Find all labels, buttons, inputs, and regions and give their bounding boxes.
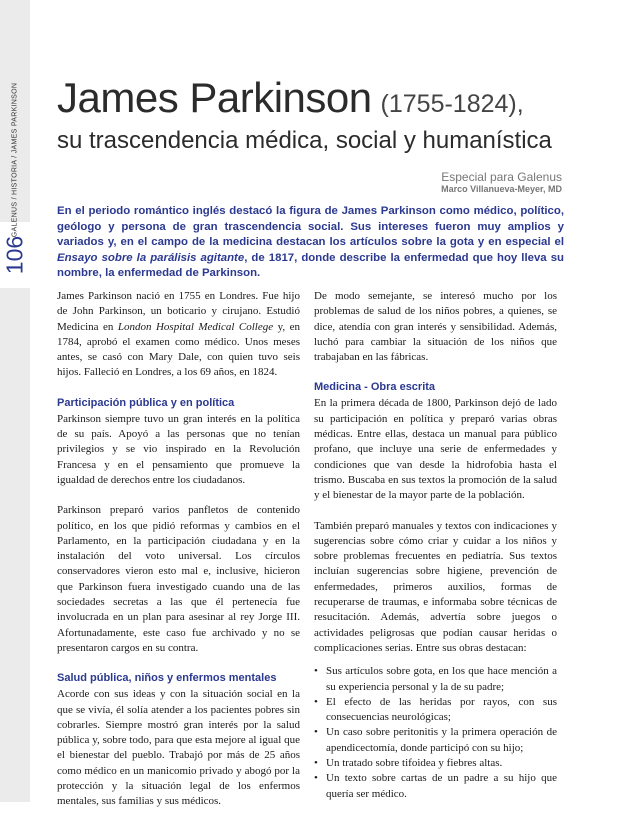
list-item: • El efecto de las heridas por rayos, con sus consecuencias neurológicas; [314,695,557,726]
lead-italic-title: Ensayo sobre la parálisis agitante [57,251,245,264]
college-name: London Hospital Medical College [117,320,274,333]
paragraph-pediatrics: También preparó manuales y textos con indicaciones y sugerencias sobre cómo criar y cuidar a los niños y sobre problemas frecuentes en pediatría. Sus textos incluían sugerencias sobre higiene, prevención de enfermedades, primeros auxilios, formas de recuperarse de traumas, e informaba sobre técnicas de resucitación. Además, advertía sobre juegos o actividades peligrosas que podían causar heridas o complicaciones serias. Entre sus obras destacan: [314,519,557,654]
title-name: James Parkinson [57,74,372,121]
works-list [314,664,557,802]
left-column [57,289,300,825]
lead-paragraph [57,204,564,282]
paragraph-politics-interest: Parkinson siempre tuvo un gran interés en la política de su país. Apoyó a las personas que no tenían privilegios y se vio inspirado en la Revolución Francesa y en el pensamiento que promueve la igualdad de derechos entre los ciudadanos. [57,412,300,486]
especial-credit: Especial para Galenus [441,170,562,184]
list-item: • Sus artículos sobre gota, en los que hace mención a su experiencia personal y la de su padre; [314,664,557,695]
paragraph-birth [57,289,300,381]
birth-text-2: y, en 1784, aprobó el examen como médico. Unos meses antes, se casó con Mary Dale, con quien tuvo seis hijos. Falleció en Londres, a los 69 años, en 1824. [57,320,300,379]
section-heading-public-health: Salud pública, niños y enfermos mentales [57,672,277,685]
lead-text-2: , de 1817, donde describe la enfermedad que hoy lleva su nombre, la enfermedad de Parkinson. [57,251,564,280]
author-name: Marco Villanueva-Meyer, MD [441,184,562,194]
list-item: • Un caso sobre peritonitis y la primera operación de apendicectomía, donde participó con su hijo; [314,725,557,756]
birth-text-1: James Parkinson nació en 1755 en Londres. Fue hijo de John Parkinson, un boticario y cirujano. Estudió Medicina en [57,290,300,333]
paragraph-medical-works: En la primera década de 1800, Parkinson dejó de lado su participación en política y preparó varias obras médicas. Entre ellas, destaca un manual para público profano, que incluye una serie de enfermedades y condiciones que van desde la hidrofobia hasta el trismo. Buscaba en sus textos la promoción de la salud y el bienestar de la mayor parte de la población. [314,397,557,502]
section-heading-writings: Medicina - Obra escrita [314,381,436,394]
page-number: 106 [1,235,28,275]
article-title [57,74,577,156]
list-item: • Un tratado sobre tifoidea y fiebres altas. [314,756,557,771]
paragraph-public-health: Acorde con sus ideas y con la situación social en la que se vivía, él solía atender a los pacientes pobres sin cobrarles. Siempre mostró gran interés por la salud pública y, sobre todo, para que esta mejore al igual que el bienestar del pueblo. Trabajó por más de 25 años como médico en un manicomio privado y abogó por la protección y la situación legal de los enfermos mentales, sus familias y sus médicos. [57,688,300,808]
article-subtitle: su trascendencia médica, social y humanística [57,127,552,154]
title-years: (1755-1824), [380,90,524,118]
section-heading-politics: Participación pública y en política [57,396,235,409]
list-item: • Un texto sobre cartas de un padre a su hijo que quería ser médico. [314,771,557,802]
running-section-label: GALENUS / HISTORIA / JAMES PARKINSON [11,82,19,238]
paragraph-pamphlets: Parkinson preparó varios panfletos de contenido político, en los que pidió reformas y cambios en el Parlamento, en la participación ciudadana y en la instalación del voto universal. Los círculos conservadores vieron esto mal e, inclusive, hicieron que Parkinson fuera investigado cuando una de las sociedades secretas a las que él pertenecía fue involucrada en un plan para asesinar al rey Jorge III. Afortunadamente, este caso fue archivado y no se presentaron cargos en su contra. [57,504,300,654]
paragraph-children: De modo semejante, se interesó mucho por los problemas de salud de los niños pobres, a quienes, se dice, atendía con gran interés y sensibilidad. Además, luchó para cambiar la situación de los niños que trabajaban en las fábricas. [314,290,557,364]
right-column [314,289,557,802]
lead-text-1: En el periodo romántico inglés destacó la figura de James Parkinson como médico, político, geólogo y persona de gran trascendencia social. Sus intereses fueron muy amplios y variados y, en el campo de la medicina destacan los artículos sobre la gota y en especial el [57,205,564,249]
